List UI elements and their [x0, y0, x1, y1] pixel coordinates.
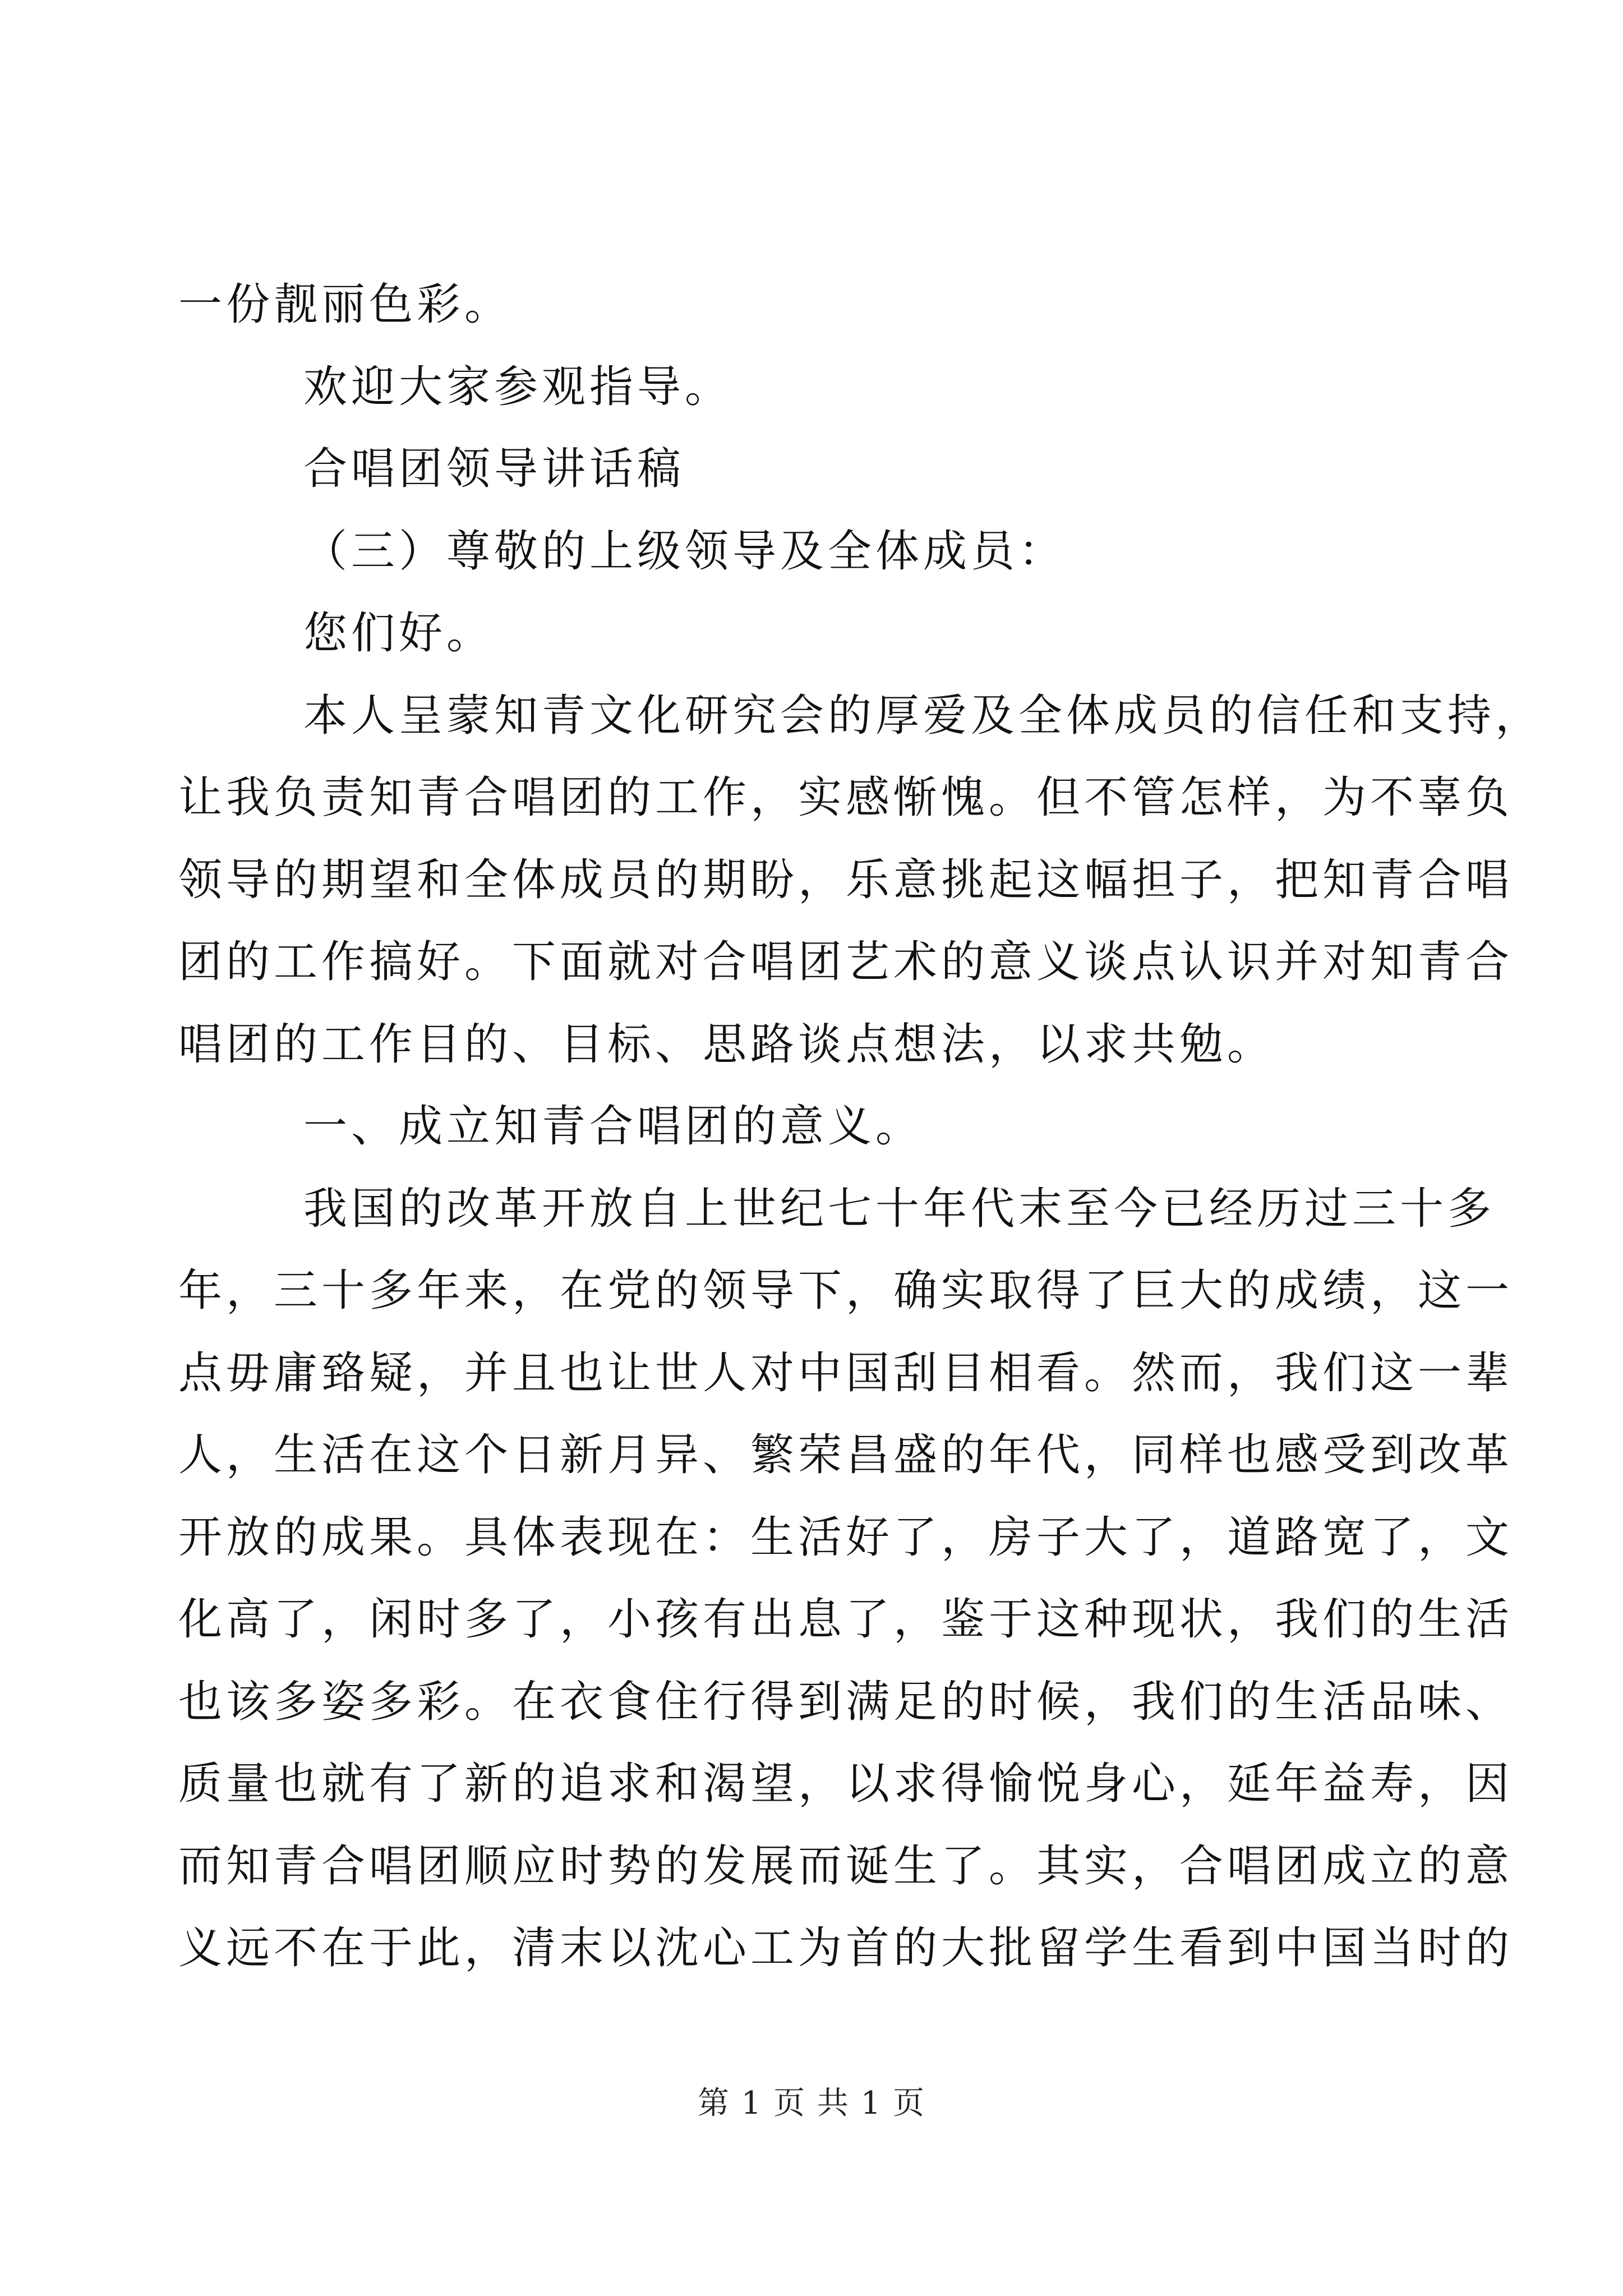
page-footer — [0, 2084, 1623, 2123]
paragraph-line: 质量也就有了新的追求和渴望，以求得愉悦身心，延年益寿，因 — [178, 1759, 1514, 1809]
paragraph-line: 一份靓丽色彩。 — [178, 279, 513, 330]
paragraph-line: 领导的期望和全体成员的期盼，乐意挑起这幅担子，把知青合唱 — [178, 854, 1514, 905]
salutation-line: （三）尊敬的上级领导及全体成员： — [303, 526, 1067, 577]
paragraph-line: 点毋庸臵疑，并且也让世人对中国刮目相看。然而，我们这一辈 — [178, 1347, 1514, 1398]
paragraph-line: 人，生活在这个日新月异、繁荣昌盛的年代，同样也感受到改革 — [178, 1430, 1514, 1480]
paragraph-line: 团的工作搞好。下面就对合唱团艺术的意义谈点认识并对知青合 — [178, 937, 1514, 987]
section-heading: 一、成立知青合唱团的意义。 — [303, 1101, 924, 1152]
paragraph-line: 化高了，闲时多了，小孩有出息了，鉴于这种现状，我们的生活 — [178, 1594, 1514, 1645]
page-number-label: 第 1 页 共 1 页 — [697, 2085, 926, 2122]
paragraph-line: 年，三十多年来，在党的领导下，确实取得了巨大的成绩，这一 — [178, 1266, 1514, 1316]
paragraph-line: 我国的改革开放自上世纪七十年代末至今已经历过三十多 — [303, 1183, 1496, 1234]
paragraph-line: 也该多姿多彩。在衣食住行得到满足的时候，我们的生活品味、 — [178, 1676, 1514, 1727]
document-body — [178, 264, 1543, 1990]
paragraph-line: 欢迎大家参观指导。 — [303, 361, 733, 412]
paragraph-line: 本人呈蒙知青文化研究会的厚爱及全体成员的信任和支持， — [303, 690, 1543, 741]
document-title: 合唱团领导讲话稿 — [303, 444, 685, 494]
paragraph-line: 唱团的工作目的、目标、思路谈点想法，以求共勉。 — [178, 1019, 1275, 1070]
paragraph-line: 义远不在于此，清末以沈心工为首的大批留学生看到中国当时的 — [178, 1923, 1514, 1973]
paragraph-line: 而知青合唱团顺应时势的发展而诞生了。其实，合唱团成立的意 — [178, 1841, 1514, 1892]
paragraph-line: 开放的成果。具体表现在：生活好了，房子大了，道路宽了，文 — [178, 1512, 1514, 1563]
greeting-line: 您们好。 — [303, 608, 495, 659]
paragraph-line: 让我负责知青合唱团的工作，实感惭愧。但不管怎样，为不辜负 — [178, 772, 1514, 823]
